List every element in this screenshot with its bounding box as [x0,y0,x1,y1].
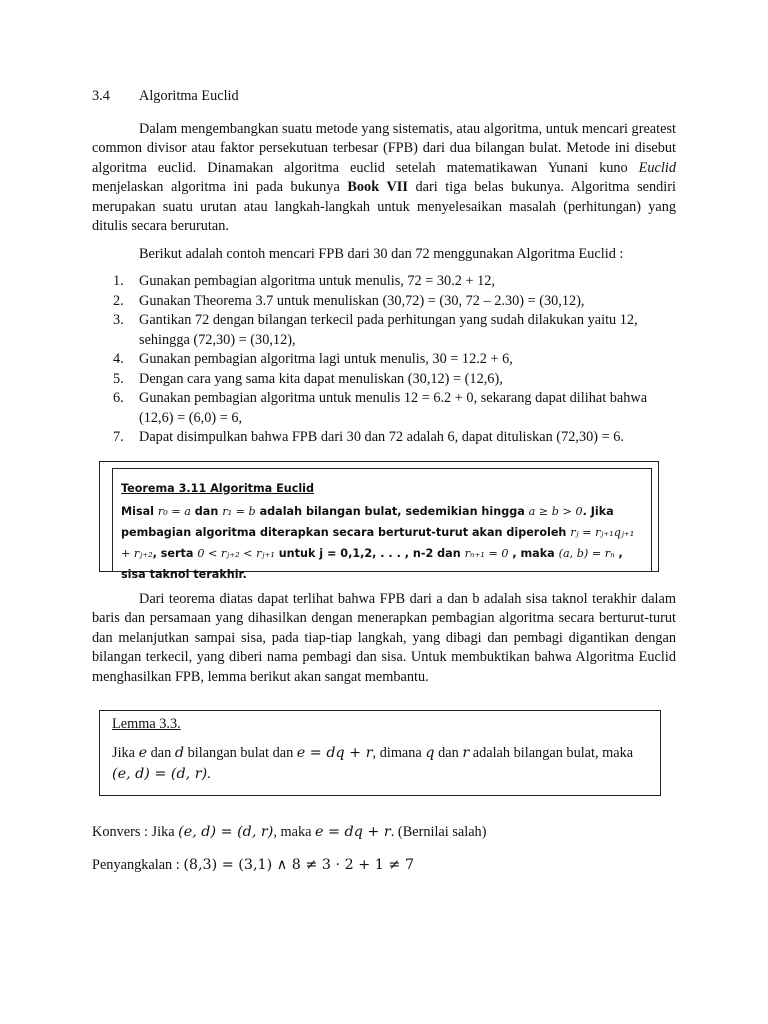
section-title: Algoritma Euclid [139,88,239,104]
lemma-math: r [462,744,470,761]
step-text: Gunakan Theorema 3.7 untuk menuliskan (30,72) = (30, 72 – 2.30) = (30,12), [139,292,585,309]
theorem-text: , serta [152,546,198,560]
step-number: 5. [113,370,124,387]
intro-euclid-italic: Euclid [638,159,676,176]
theorem-math: (a, b) = rₙ [558,546,615,560]
intro-text-1: Dalam mengembangkan suatu metode yang sistematis, atau algoritma, untuk mencari greatest common divisor atau faktor persekutuan terbesar (FPB) dari dua bilangan bulat. Metode ini disebut algoritma euclid. Dinamakan algoritma euclid setelah matematikawan Yunani kuno [92,120,676,176]
theorem-math: r₀ = a [157,504,191,518]
theorem-title: Teorema 3.11 Algoritma Euclid [121,481,315,495]
theorem-math: 0 < rⱼ₊₂ < rⱼ₊₁ [197,546,275,560]
lemma-text: adalah bilangan bulat, maka [469,744,634,761]
theorem-box-outer [99,461,659,581]
intro-paragraph [92,120,676,237]
lemma-statement [112,743,648,785]
section-number: 3.4 [92,88,110,104]
example-intro: Berikut adalah contoh mencari FPB dari 30 dan 72 menggunakan Algoritma Euclid : [139,245,624,262]
step-number: 4. [113,351,124,367]
step-text: Gunakan pembagian algoritma untuk menulis 12 = 6.2 + 0, sekarang dapat dilihat bahwa (12,6) = (6,0) = 6, [139,390,648,426]
list-item [92,311,676,350]
lemma-text: bilangan bulat dan [184,744,297,761]
converse-text: , maka [273,824,316,840]
lemma-text: dan [147,744,175,761]
theorem-text: adalah bilangan bulat, sedemikian hingga [255,504,529,518]
step-text: Gunakan pembagian algoritma lagi untuk menulis, 30 = 12.2 + 6, [139,351,513,367]
theorem-text: untuk j = 0,1,2, . . . , n-2 dan [274,546,465,560]
list-item [92,370,676,390]
theorem-math: rⱼ = rⱼ₊₁qⱼ₊₁ + rⱼ₊₂ [121,525,635,560]
step-number: 3. [113,312,124,328]
list-item [92,272,676,292]
lemma-math: e = dq + r [296,744,373,761]
document-page [92,87,676,875]
list-item [92,389,676,428]
converse-text: Konvers : Jika [92,824,179,840]
lemma-math: d [174,744,185,761]
theorem-text: dan [190,504,223,518]
lemma-box [99,710,661,796]
step-number: 6. [113,390,124,406]
intro-text-3: dari tiga belas bukunya. Algoritma sendiri merupakan suatu urutan atau langkah-langkah untuk menyelesaikan masalah (perhitungan) yang ditulis secara berurutan. [92,179,676,234]
negation-math: (8,3) = (3,1) ∧ 8 ≠ 3 · 2 + 1 ≠ 7 [183,856,415,873]
lemma-text: dan [434,744,463,761]
after-theorem-paragraph: Dari teorema diatas dapat terlihat bahwa FPB dari a dan b adalah sisa taknol terakhir dalam baris dan persamaan yang dihasilkan dengan menerapkan pembagian algoritma secara berturut-turut dan melanjutkan sampai sisa, pada tiap-tiap langkah, yang dibagi dan pembagi digantikan dengan bilangan terkecil, yang diberi nama pembagi dan sisa. Untuk membuktikan bahwa Algoritma Euclid menghasilkan FPB, lemma berikut akan sangat membantu. [92,590,676,685]
step-number: 1. [113,273,124,289]
lemma-text: , dimana [372,744,426,761]
step-text: Gunakan pembagian algoritma untuk menulis, 72 = 30.2 + 12, [139,273,496,289]
theorem-box [112,468,652,581]
converse-text: . (Bernilai salah) [390,824,487,840]
theorem-text: Misal [121,504,158,518]
lemma-math: e [138,744,148,761]
converse-line [92,823,676,843]
theorem-math: rₙ₊₁ = 0 [464,546,509,560]
step-text: Gantikan 72 dengan bilangan terkecil pada perhitungan yang sudah dilakukan yaitu 12, sehingga (72,30) = (30,12), [139,312,638,348]
intro-book-bold: Book VII [347,179,408,195]
example-steps-list [92,272,676,448]
lemma-text: . [207,765,211,782]
step-number: 2. [113,292,124,309]
step-text: Dapat disimpulkan bahwa FPB dari 30 dan 72 adalah 6, dapat dituliskan (72,30) = 6. [139,429,624,445]
list-item [92,292,676,312]
theorem-math: a ≥ b > 0 [528,504,583,518]
intro-text-2: menjelaskan algoritma ini pada bukunya [92,179,348,195]
theorem-text: . Jika pembagian algoritma diterapkan secara berturut-turut akan diperoleh [121,504,614,539]
step-text: Dengan cara yang sama kita dapat menuliskan (30,12) = (12,6), [139,370,503,387]
converse-math: (e, d) = (d, r) [178,824,274,840]
negation-line [92,856,676,876]
section-heading [92,87,676,107]
step-number: 7. [113,429,124,445]
lemma-math: q [425,744,435,761]
list-item [92,350,676,370]
theorem-math: r₁ = b [222,504,256,518]
lemma-text: Jika [112,744,139,761]
theorem-statement [121,501,643,585]
negation-text: Penyangkalan : [92,856,184,873]
lemma-math: (e, d) = (d, r) [112,765,208,782]
list-item [92,428,676,448]
lemma-title: Lemma 3.3. [112,716,181,732]
converse-math: e = dq + r [315,824,391,840]
theorem-text: , maka [508,546,559,560]
theorem-text: , sisa taknol terakhir. [121,546,623,581]
